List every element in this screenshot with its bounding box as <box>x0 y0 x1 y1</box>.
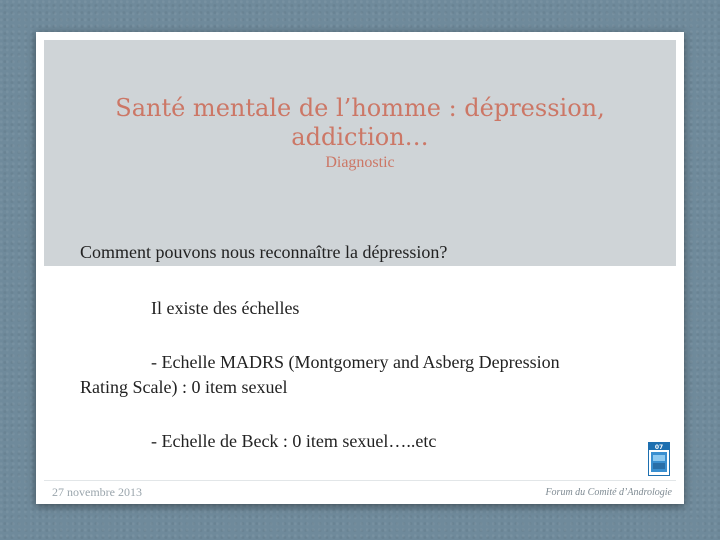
title-band <box>44 40 676 266</box>
body-line-madrs-cont: Rating Scale) : 0 item sexuel <box>80 377 288 397</box>
footer-date: 27 novembre 2013 <box>52 485 142 499</box>
slide <box>36 32 684 504</box>
body-line-question: Comment pouvons nous reconnaître la dépression? <box>80 242 448 262</box>
slide-title: Santé mentale de l’homme : dépression, addiction… <box>115 94 605 151</box>
slide-subtitle: Diagnostic <box>325 154 395 171</box>
footer-divider <box>44 480 676 481</box>
logo-icon <box>648 442 670 476</box>
footer-organization: Forum du Comité d’Andrologie <box>545 487 672 498</box>
body-line-scales: Il existe des échelles <box>151 298 300 318</box>
body-line-madrs: - Echelle MADRS (Montgomery and Asberg Depression <box>151 352 560 372</box>
logo-label: 07 <box>654 444 664 451</box>
body-line-beck: - Echelle de Beck : 0 item sexuel…..etc <box>151 431 437 451</box>
